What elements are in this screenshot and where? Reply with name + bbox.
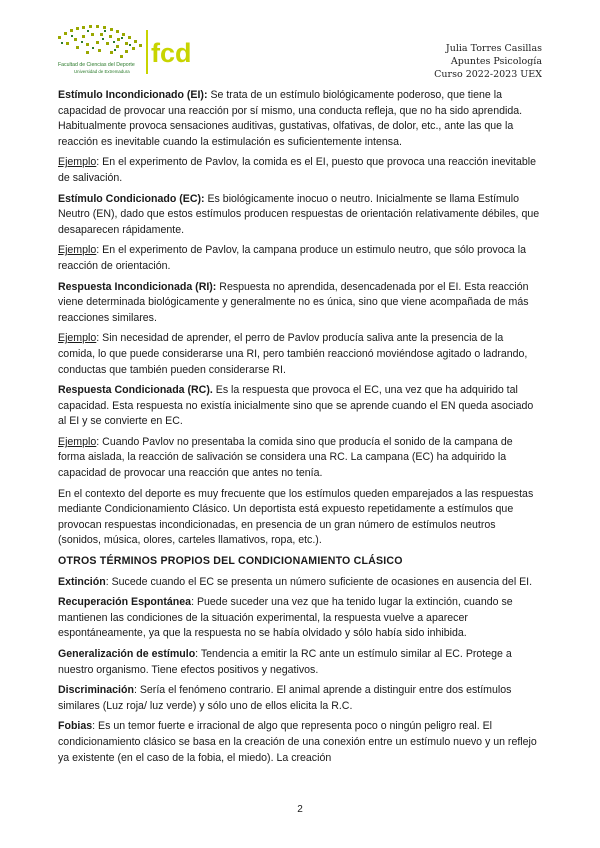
document-body <box>58 88 540 771</box>
paragraph-ei-definition <box>58 88 540 150</box>
example-label: Ejemplo <box>58 332 97 345</box>
paragraph-text: Se trata de un estímulo biológicamente poderoso, que tiene la capacidad de provocar una reacción por sí mismo, una conducta refleja, que no ha sido aprendida. Habitualmente provoca sensaciones auditivas, gustativas, olfativas, de dolor, etc., ante las que la reacción es inevitable cuando la estimulación es suficientemente intensa. <box>58 89 523 148</box>
section-heading: OTROS TÉRMINOS PROPIOS DEL CONDICIONAMIENTO CLÁSICO <box>58 555 403 568</box>
paragraph-rc-example <box>58 435 540 482</box>
paragraph-text: Respuesta no aprendida, desencadenada por el EI. Esta reacción viene determinada biológicamente y generalmente no es única, sino que viene acompañada de más reacciones similares. <box>58 280 529 324</box>
paragraph-ec-definition <box>58 192 540 239</box>
page-header <box>434 42 542 81</box>
term-discriminacion <box>58 683 540 714</box>
term-recuperacion <box>58 595 540 642</box>
example-label: Ejemplo <box>58 435 97 448</box>
paragraph-text: Es biológicamente inocuo o neutro. Inicialmente se llama Estímulo Neutro (EN), dado que estos estímulos producen respuestas de orientación relativamente débiles, que desaparecen rápidamente. <box>58 192 540 236</box>
logo-caption-2: Universidad de Extremadura <box>74 69 130 74</box>
logo-caption-1: Facultad de Ciencias del Deporte <box>58 62 135 68</box>
term-label: Recuperación Espontánea <box>58 596 192 609</box>
paragraph-ei-example <box>58 155 540 186</box>
term-label: Respuesta Incondicionada (RI): <box>58 280 217 293</box>
paragraph-text: : Sin necesidad de aprender, el perro de Pavlov producía saliva ante la presencia de la comida, lo que puede considerarse una RI, pero también reaccionó moviéndose agitado o ladrando, conductas que también pueden considerarse RI. <box>58 332 528 376</box>
term-label: Estímulo Incondicionado (EI): <box>58 89 208 101</box>
term-label: Generalización de estímulo <box>58 648 196 660</box>
logo-graphic <box>56 22 191 84</box>
paragraph-rc-definition <box>58 383 540 430</box>
term-fobias <box>58 719 540 766</box>
paragraph-text: Es la respuesta que provoca el EC, una vez que ha adquirido tal capacidad. Esta respuesta no existía inicialmente sino que se aprende cuando el EN queda asociado al EI y se convierte en EC. <box>58 384 534 428</box>
term-label: Fobias <box>58 720 93 733</box>
header-subject: Apuntes Psicología <box>450 56 542 67</box>
term-text: : Sucede cuando el EC se presenta un número suficiente de ocasiones en ausencia del EI. <box>105 575 533 588</box>
paragraph-text: : En el experimento de Pavlov, la comida es el EI, puesto que provoca una reacción inevitable de salivación. <box>58 156 536 184</box>
term-text: : Puede suceder una vez que ha tenido lugar la extinción, cuando se mantienen las condiciones de la situación experimental, la respuesta vuelve a aparecer espontáneamente, ya que la respuesta no se había olvidado y sólo había sido inhibida. <box>58 596 513 640</box>
paragraph-ec-example <box>58 243 540 274</box>
term-text: : Es un temor fuerte e irracional de algo que representa poco o ningún peligro real. El condicionamiento clásico se basa en la creación de una conexión entre un estímulo nuevo y un reflejo ya existente (en el caso de la fobia, el miedo). La creación <box>58 720 537 764</box>
term-text: : Tendencia a emitir la RC ante un estímulo similar al EC. Protege a nuestro organismo. Tiene efectos positivos y negativos. <box>58 648 512 676</box>
term-label: Respuesta Condicionada (RC). <box>58 384 213 397</box>
header-author: Julia Torres Casillas <box>445 43 542 54</box>
header-course: Curso 2022-2023 UEX <box>434 69 542 80</box>
paragraph-text: : En el experimento de Pavlov, la campana produce un estimulo neutro, que sólo provoca la reacción de orientación. <box>58 244 526 272</box>
paragraph-ri-example <box>58 331 540 378</box>
page-number: 2 <box>297 804 303 815</box>
paragraph-sport-context <box>58 487 540 549</box>
faculty-logo <box>56 22 191 84</box>
term-label: Extinción <box>58 575 106 588</box>
term-label: Estímulo Condicionado (EC): <box>58 192 205 205</box>
logo-text: fcd <box>151 38 191 68</box>
example-label: Ejemplo <box>58 244 97 257</box>
paragraph-text: : Cuando Pavlov no presentaba la comida sino que producía el sonido de la campana de forma aislada, la reacción de salivación se considera una RC. La campana (EC) ha adquirido la capacidad de provocar una reacción que antes no tenía. <box>58 435 513 480</box>
paragraph-ri-definition <box>58 280 540 327</box>
term-label: Discriminación <box>58 684 134 697</box>
paragraph-text: En el contexto del deporte es muy frecuente que los estímulos queden emparejados a las respuestas mediante Condicionamiento Clásico. Un deportista está expuesto repetidamente a estímulos que provocan respuestas incondicionadas, en presencia de un gran número de estímulos neutros (sonidos, música, olores, carteles llamativos, ropa, etc.). <box>58 487 534 547</box>
example-label: Ejemplo <box>58 156 97 169</box>
term-text: : Sería el fenómeno contrario. El animal aprende a distinguir entre dos estímulos similares (Luz roja/ luz verde) y sólo uno de ellos elicita la R.C. <box>58 684 512 712</box>
term-extincion <box>58 575 540 591</box>
term-generalizacion <box>58 647 540 678</box>
